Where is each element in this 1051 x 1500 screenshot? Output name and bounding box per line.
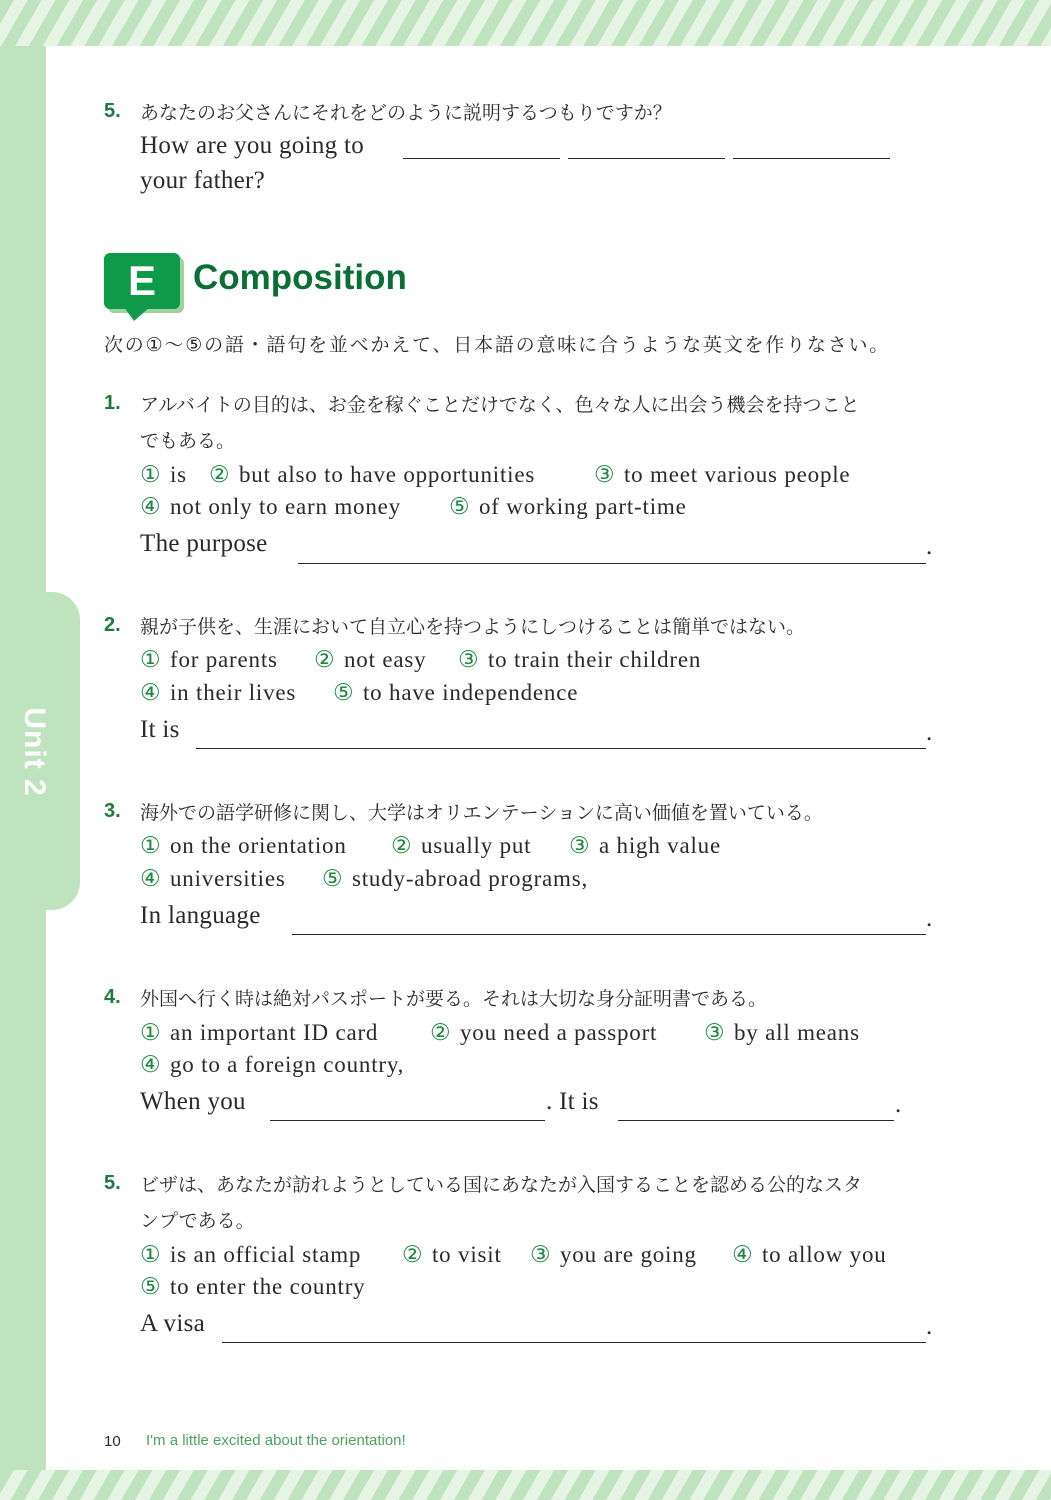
option-text: you need a passport [459,1020,658,1045]
option-marker: ⑤ [322,866,344,891]
answer-period: . [895,1091,902,1118]
option-marker: ① [140,1242,162,1267]
section-title: Composition [193,258,407,297]
answer-period: . [926,1313,933,1340]
option-text: usually put [420,833,532,858]
option-marker: ② [430,1020,452,1045]
option-text: to train their children [487,647,702,672]
option-marker: ④ [140,866,162,891]
option-marker: ① [140,462,162,487]
option [530,1242,697,1268]
option-text: for parents [169,647,278,672]
option-marker: ② [209,462,231,487]
option [732,1242,887,1268]
prev-item-japanese: あなたのお父さんにそれをどのように説明するつもりですか？ [140,102,672,124]
option-text: to enter the country [169,1274,366,1299]
option [322,866,588,892]
option-marker: ⑤ [449,494,471,519]
answer-middle-text: . It is [546,1088,599,1115]
answer-period: . [926,719,933,746]
option-text: but also to have opportunities [238,462,536,487]
answer-prefix: When you [140,1088,246,1115]
answer-period: . [926,533,933,560]
question-japanese-line: ンプである。 [140,1210,255,1232]
answer-blank[interactable] [568,158,725,159]
option-text: a high value [598,833,721,858]
option-text: not easy [343,647,427,672]
option [594,462,850,488]
answer-blank[interactable] [618,1120,894,1121]
answer-prefix: The purpose [140,530,268,557]
option [140,1242,361,1268]
page-number: 10 [104,1433,121,1450]
option-text: go to a foreign country, [169,1052,405,1077]
option-marker: ① [140,647,162,672]
footer-running-title: I'm a little excited about the orientation! [146,1432,406,1449]
answer-prefix: In language [140,902,261,929]
option-marker: ② [391,833,413,858]
option [140,1020,378,1046]
option-marker: ④ [140,494,162,519]
option-marker: ⑤ [140,1274,162,1299]
option-marker: ④ [732,1242,754,1267]
option [140,833,347,859]
option [140,462,187,488]
option-marker: ② [314,647,336,672]
speech-tail-icon [124,307,150,321]
option-text: to visit [431,1242,502,1267]
question-japanese-line: アルバイトの目的は、お金を稼ぐことだけでなく、色々な人に出会う機会を持つこと [140,394,860,416]
option [402,1242,502,1268]
bottom-stripe-band [0,1470,1051,1500]
option-marker: ② [402,1242,424,1267]
option-marker: ④ [140,680,162,705]
option-text: you are going [559,1242,697,1267]
section-badge-letter: E [127,257,156,304]
question-number: 4. [104,986,121,1008]
option [449,494,687,520]
option-text: not only to earn money [169,494,401,519]
option-marker: ① [140,833,162,858]
option [209,462,535,488]
answer-blank[interactable] [222,1342,926,1343]
question-japanese-line: 外国へ行く時は絶対パスポートが要る。それは大切な身分証明書である。 [140,988,768,1010]
option-text: an important ID card [169,1020,379,1045]
option-text: to have independence [362,680,579,705]
answer-blank[interactable] [733,158,890,159]
option-text: on the orientation [169,833,347,858]
question-number: 3. [104,800,121,822]
question-number: 2. [104,614,121,636]
answer-blank[interactable] [270,1120,545,1121]
option [140,866,286,892]
prev-item-line1: How are you going to [140,132,365,159]
option-text: by all means [733,1020,860,1045]
option-text: of working part-time [478,494,687,519]
option [140,680,296,706]
option-marker: ③ [704,1020,726,1045]
question-japanese-line: でもある。 [140,430,236,452]
option-text: universities [169,866,286,891]
answer-blank[interactable] [298,563,926,564]
option [704,1020,860,1046]
question-number: 1. [104,392,121,414]
section-e-badge [104,253,180,309]
option [140,1052,404,1078]
option [430,1020,657,1046]
option [140,494,401,520]
option-marker: ③ [530,1242,552,1267]
answer-blank[interactable] [292,934,926,935]
option [140,1274,365,1300]
top-stripe-band [0,0,1051,46]
option-marker: ① [140,1020,162,1045]
answer-prefix: It is [140,716,180,743]
option [140,647,278,673]
answer-blank[interactable] [403,158,560,159]
option [569,833,721,859]
unit-tab-label: Unit 2 [18,707,51,797]
question-japanese-line: 親が子供を、生涯において自立心を持つようにしつけることは簡単ではない。 [140,616,806,638]
question-japanese-line: 海外での語学研修に関し、大学はオリエンテーションに高い価値を置いている。 [140,802,823,824]
question-japanese-line: ビザは、あなたが訪れようとしている国にあなたが入国することを認める公的なスタ [140,1174,863,1196]
option-text: to meet various people [623,462,851,487]
answer-period: . [926,905,933,932]
option-text: to allow you [761,1242,887,1267]
option-text: study-abroad programs, [351,866,589,891]
option-marker: ③ [569,833,591,858]
option-text: is an official stamp [169,1242,362,1267]
option [458,647,701,673]
section-instruction: 次の①〜⑤の語・語句を並べかえて、日本語の意味に合うような英文を作りなさい。 [104,334,891,356]
option-marker: ③ [458,647,480,672]
question-number: 5. [104,1172,121,1194]
option-text: is [169,462,187,487]
option-marker: ④ [140,1052,162,1077]
option-marker: ⑤ [333,680,355,705]
option [314,647,426,673]
option [333,680,578,706]
option [391,833,531,859]
prev-item-line2: your father? [140,167,266,194]
prev-item-number: 5. [104,100,121,122]
option-marker: ③ [594,462,616,487]
answer-blank[interactable] [196,748,926,749]
answer-prefix: A visa [140,1310,205,1337]
option-text: in their lives [169,680,297,705]
